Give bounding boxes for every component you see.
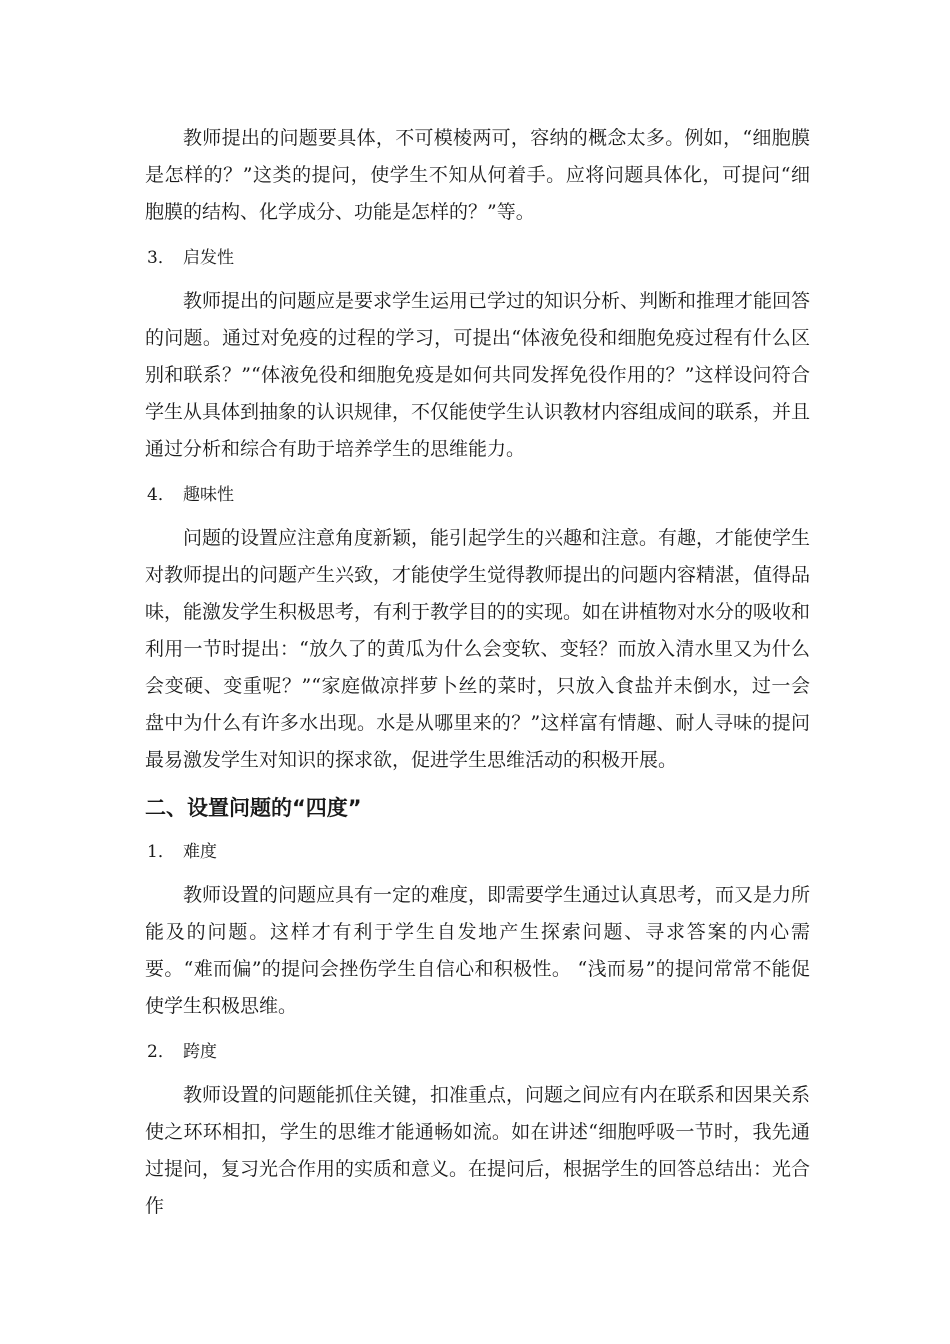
- subheading-number: 3．: [147, 248, 175, 268]
- paragraph-span: 教师设置的问题能抓住关键，扣准重点，问题之间应有内在联系和因果关系使之环环相扣，学生的思维才能通畅如流。如在讲述“细胞呼吸一节时，我先通过提问，复习光合作用的实质和意义。在提问后，根据学生的回答总结出：光合作: [145, 1084, 811, 1217]
- subheading-label: 跨度: [183, 1042, 217, 1062]
- subheading-heuristic: [145, 243, 810, 273]
- subheading-span: [145, 1037, 810, 1067]
- subheading-number: 4．: [147, 485, 175, 505]
- paragraph-interest: 问题的设置应注意角度新颖，能引起学生的兴趣和注意。有趣，才能使学生对教师提出的问题产生兴致，才能使学生觉得教师提出的问题内容精湛，值得品味，能激发学生积极思考，有利于教学目的的实现。如在讲植物对水分的吸收和利用一节时提出：“放久了的黄瓜为什么会变软、变轻？而放入清水里又为什么会变硬、变重呢？”“家庭做凉拌萝卜丝的菜时，只放入食盐并未倒水，过一会盘中为什么有许多水出现。水是从哪里来的？”这样富有情趣、耐人寻味的提问最易激发学生对知识的探求欲，促进学生思维活动的积极开展。: [145, 527, 811, 771]
- subheading-label: 趣味性: [183, 485, 234, 505]
- paragraph-heuristic: 教师提出的问题应是要求学生运用已学过的知识分析、判断和推理才能回答的问题。通过对免疫的过程的学习，可提出“体液免役和细胞免疫过程有什么区别和联系？”“体液免役和细胞免疫是如何共同发挥免役作用的？”这样设问符合学生从具体到抽象的认识规律，不仅能使学生认识教材内容组成间的联系，并且通过分析和综合有助于培养学生的思维能力。: [145, 290, 811, 460]
- document-page: [145, 120, 810, 1225]
- section-heading-four-degrees: 二、设置问题的“四度”: [145, 796, 362, 820]
- subheading-number: 1．: [147, 842, 175, 862]
- subheading-label: 难度: [183, 842, 217, 862]
- subheading-interest: [145, 480, 810, 510]
- paragraph-difficulty: 教师设置的问题应具有一定的难度，即需要学生通过认真思考，而又是力所能及的问题。这样才有利于学生自发地产生探索问题、寻求答案的内心需要。“难而偏”的提问会挫伤学生自信心和积极性。 “浅而易”的提问常常不能促使学生积极思维。: [145, 884, 811, 1017]
- subheading-label: 启发性: [183, 248, 234, 268]
- subheading-number: 2．: [147, 1042, 175, 1062]
- subheading-difficulty: [145, 837, 810, 867]
- paragraph-specificity: 教师提出的问题要具体，不可模棱两可，容纳的概念太多。例如，“细胞膜是怎样的？”这类的提问，使学生不知从何着手。应将问题具体化，可提问“细胞膜的结构、化学成分、功能是怎样的？”等。: [145, 127, 810, 223]
